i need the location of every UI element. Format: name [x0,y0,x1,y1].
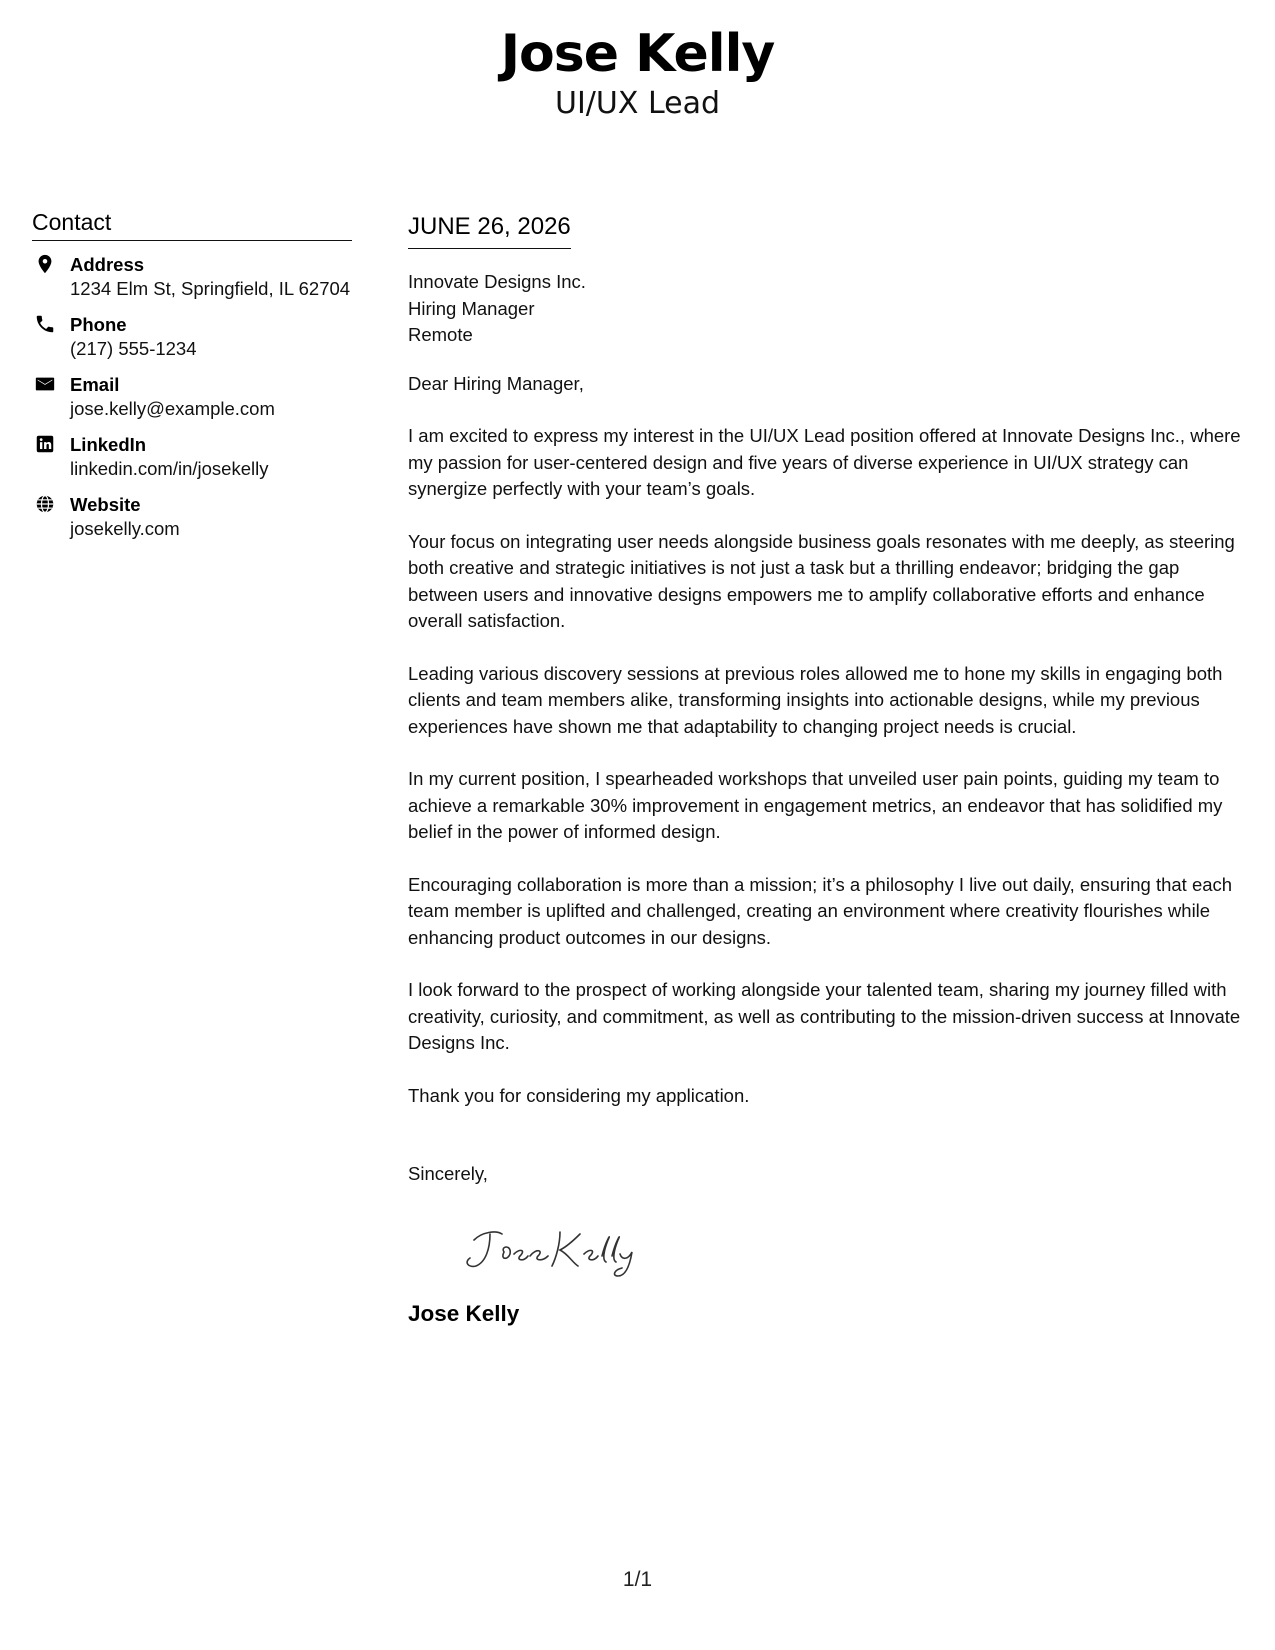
phone-label: Phone [70,314,127,335]
contact-item-address [32,253,352,301]
contact-item-website [32,493,352,541]
recipient-company: Innovate Designs Inc. [408,271,586,292]
closing: Sincerely, [408,1163,488,1184]
salutation: Dear Hiring Manager, [408,372,584,394]
contact-sidebar [32,208,352,541]
address-value: 1234 Elm St, Springfield, IL 62704 [70,278,351,299]
phone-icon [34,313,56,335]
letter-date: JUNE 26, 2026 [408,212,571,249]
page-number: 1/1 [622,1568,653,1591]
globe-icon [34,493,56,515]
email-label: Email [70,374,120,395]
envelope-icon [34,373,56,395]
map-pin-icon [34,253,56,275]
contact-item-linkedin [32,433,352,481]
address-label: Address [70,254,145,275]
paragraph-7: Thank you for considering my application. [408,1084,750,1106]
contact-item-phone [32,313,352,361]
contact-item-email [32,373,352,421]
paragraph-1: I am excited to express my interest in the UI/UX Lead position offered at Innovate Designs Inc., where my passion for user-centered design and five years of diverse experience in UI/UX strategy can synergize perfectly with your team’s goals. [408,425,1241,499]
linkedin-label: LinkedIn [70,434,147,455]
linkedin-icon [34,433,56,455]
paragraph-5: Encouraging collaboration is more than a mission; it’s a philosophy I live out daily, ensuring that each team member is uplifted and challenged, creating an environment where creativity flourishes while enhancing product outcomes in our designs. [408,873,1233,948]
applicant-name: Jose Kelly [500,24,775,84]
linkedin-value[interactable]: linkedin.com/in/josekelly [70,458,269,479]
signer-name: Jose Kelly [408,1300,520,1326]
email-value: jose.kelly@example.com [70,398,275,419]
paragraph-4: In my current position, I spearheaded workshops that unveiled user pain points, guiding my team to achieve a remarkable 30% improvement in engagement metrics, an endeavor that has solidified my belief in the power of informed design. [408,768,1223,842]
handwritten-signature [456,1210,1248,1280]
applicant-title: UI/UX Lead [554,86,721,121]
website-label: Website [70,494,141,515]
recipient-location: Remote [408,324,473,345]
phone-value: (217) 555-1234 [70,338,197,359]
website-value[interactable]: josekelly.com [70,518,180,539]
recipient-name: Hiring Manager [408,297,535,319]
recipient-block [408,269,1248,349]
header [0,22,1275,122]
paragraph-2: Your focus on integrating user needs alongside business goals resonates with me deeply, as steering both creative and strategic initiatives is not just a task but a thrilling endeavor; bridging the gap between users and innovative designs empowers me to amplify collaborative efforts and enhance overall satisfaction. [408,530,1235,631]
paragraph-6: I look forward to the prospect of working alongside your talented team, sharing my journey filled with creativity, curiosity, and commitment, as well as contributing to the mission-driven success at Innovate Designs Inc. [408,979,1241,1053]
letter-body [408,208,1248,1328]
contact-heading: Contact [32,208,352,241]
paragraph-3: Leading various discovery sessions at previous roles allowed me to hone my skills in engaging both clients and team members alike, transforming insights into actionable designs, while my previous experiences have shown me that adaptability to changing project needs is crucial. [408,662,1223,737]
